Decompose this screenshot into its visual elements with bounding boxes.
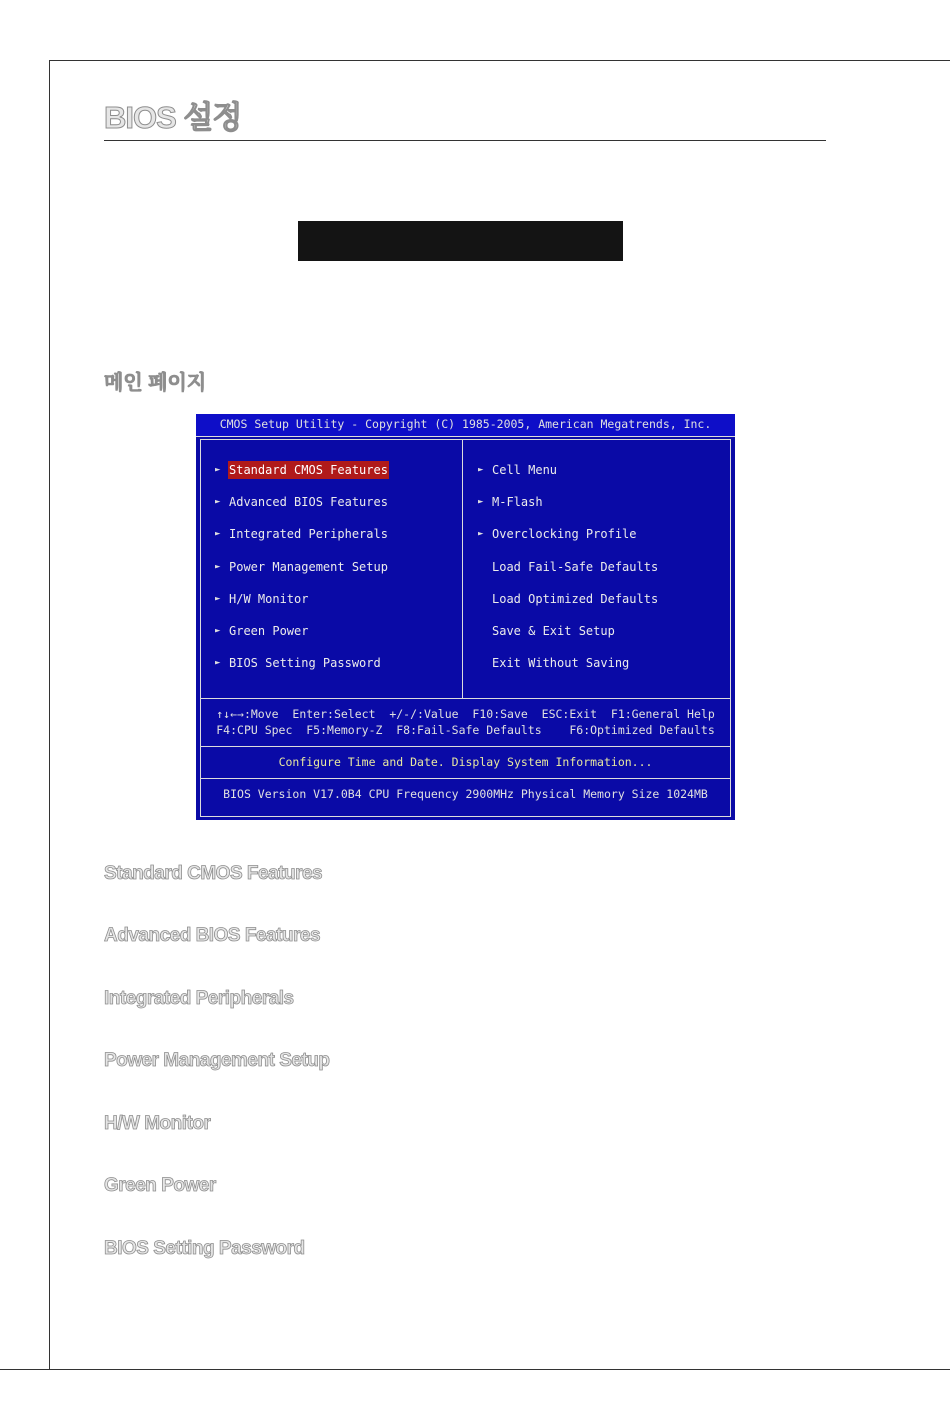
bios-menu-item-label: Power Management Setup <box>229 559 388 574</box>
bios-title-bar: CMOS Setup Utility - Copyright (C) 1985-2005, American Megatrends, Inc. <box>196 414 735 437</box>
topic-heading-bios-setting-password: BIOS Setting Password <box>104 1238 305 1259</box>
page-frame-left-rule <box>49 60 50 1370</box>
bios-menu-item-green-power[interactable] <box>215 622 389 654</box>
submenu-arrow-icon: ► <box>215 593 221 604</box>
topic-heading-advanced-bios-features: Advanced BIOS Features <box>104 925 321 946</box>
bios-menu-item-label: M-Flash <box>492 495 543 510</box>
submenu-arrow-icon: ► <box>478 529 484 540</box>
bios-menu-item-exit-without-saving[interactable] <box>478 654 659 686</box>
bios-menu-item-power-management-setup[interactable] <box>215 558 389 590</box>
bios-menu-item-load-optimized-defaults[interactable] <box>478 590 659 622</box>
bios-divider <box>201 746 730 747</box>
bios-version-info: BIOS Version V17.0B4 CPU Frequency 2900MHz Physical Memory Size 1024MB <box>223 787 708 801</box>
topic-heading-green-power: Green Power <box>104 1175 216 1196</box>
bios-help-text: Configure Time and Date. Display System Information... <box>278 755 653 769</box>
submenu-arrow-icon: ► <box>215 465 221 475</box>
bios-menu-item-label: Load Optimized Defaults <box>492 591 659 606</box>
bios-menu-item-label: Green Power <box>229 623 309 638</box>
bios-menu-item-h-w-monitor[interactable] <box>215 590 389 622</box>
bios-menu-item-load-fail-safe-defaults[interactable] <box>478 558 659 590</box>
page-frame-top-rule <box>49 60 950 61</box>
title-underline <box>104 140 826 141</box>
bios-column-divider <box>462 440 463 698</box>
submenu-arrow-icon: ► <box>215 529 221 540</box>
bios-main-panel <box>200 439 731 817</box>
bios-menu-item-label: Exit Without Saving <box>492 656 630 671</box>
bios-left-menu <box>215 461 389 686</box>
bios-key-legend <box>201 706 730 738</box>
bios-menu-item-bios-setting-password[interactable] <box>215 654 389 686</box>
bios-menu-item-integrated-peripherals[interactable] <box>215 525 389 557</box>
bios-menu-item-label: Integrated Peripherals <box>229 527 388 542</box>
bios-menu-item-overclocking-profile[interactable] <box>478 525 659 557</box>
bios-divider <box>201 778 730 779</box>
bios-menu-item-label: Overclocking Profile <box>492 527 637 542</box>
topic-heading-h-w-monitor: H/W Monitor <box>104 1113 211 1134</box>
redacted-banner <box>298 221 623 261</box>
page-frame-bottom-rule <box>0 1369 950 1370</box>
submenu-arrow-icon: ► <box>478 465 484 475</box>
section-heading-main-page: 메인 페이지 <box>104 372 207 394</box>
bios-right-menu <box>478 461 659 686</box>
topic-heading-standard-cmos-features: Standard CMOS Features <box>104 863 323 884</box>
key-legend-line-1: ↑↓←→:Move Enter:Select +/-/:Value F10:Save ESC:Exit F1:General Help <box>216 707 715 721</box>
bios-menu-item-save-exit-setup[interactable] <box>478 622 659 654</box>
bios-screenshot <box>196 414 735 820</box>
bios-menu-item-label: Standard CMOS Features <box>229 463 388 477</box>
bios-menu-item-label: BIOS Setting Password <box>229 656 381 671</box>
submenu-arrow-icon: ► <box>215 658 221 669</box>
key-legend-line-2: F4:CPU Spec F5:Memory-Z F8:Fail-Safe Defaults F6:Optimized Defaults <box>216 723 715 737</box>
bios-menu-item-standard-cmos-features[interactable] <box>215 461 389 493</box>
submenu-arrow-icon: ► <box>215 625 221 636</box>
bios-menu-item-label: Save & Exit Setup <box>492 623 615 638</box>
bios-divider <box>201 698 730 699</box>
bios-menu-item-label: Load Fail-Safe Defaults <box>492 559 659 574</box>
bios-menu-item-cell-menu[interactable] <box>478 461 659 493</box>
bios-menu-item-label: Advanced BIOS Features <box>229 495 388 510</box>
submenu-arrow-icon: ► <box>478 497 484 508</box>
topic-heading-integrated-peripherals: Integrated Peripherals <box>104 988 294 1009</box>
bios-menu-item-m-flash[interactable] <box>478 493 659 525</box>
bios-menu-item-label: Cell Menu <box>492 463 558 477</box>
topic-heading-power-management-setup: Power Management Setup <box>104 1050 330 1071</box>
submenu-arrow-icon: ► <box>215 561 221 572</box>
submenu-arrow-icon: ► <box>215 497 221 508</box>
page-title: BIOS 설정 <box>104 100 242 135</box>
bios-menu-item-label: H/W Monitor <box>229 591 309 606</box>
bios-menu-item-advanced-bios-features[interactable] <box>215 493 389 525</box>
